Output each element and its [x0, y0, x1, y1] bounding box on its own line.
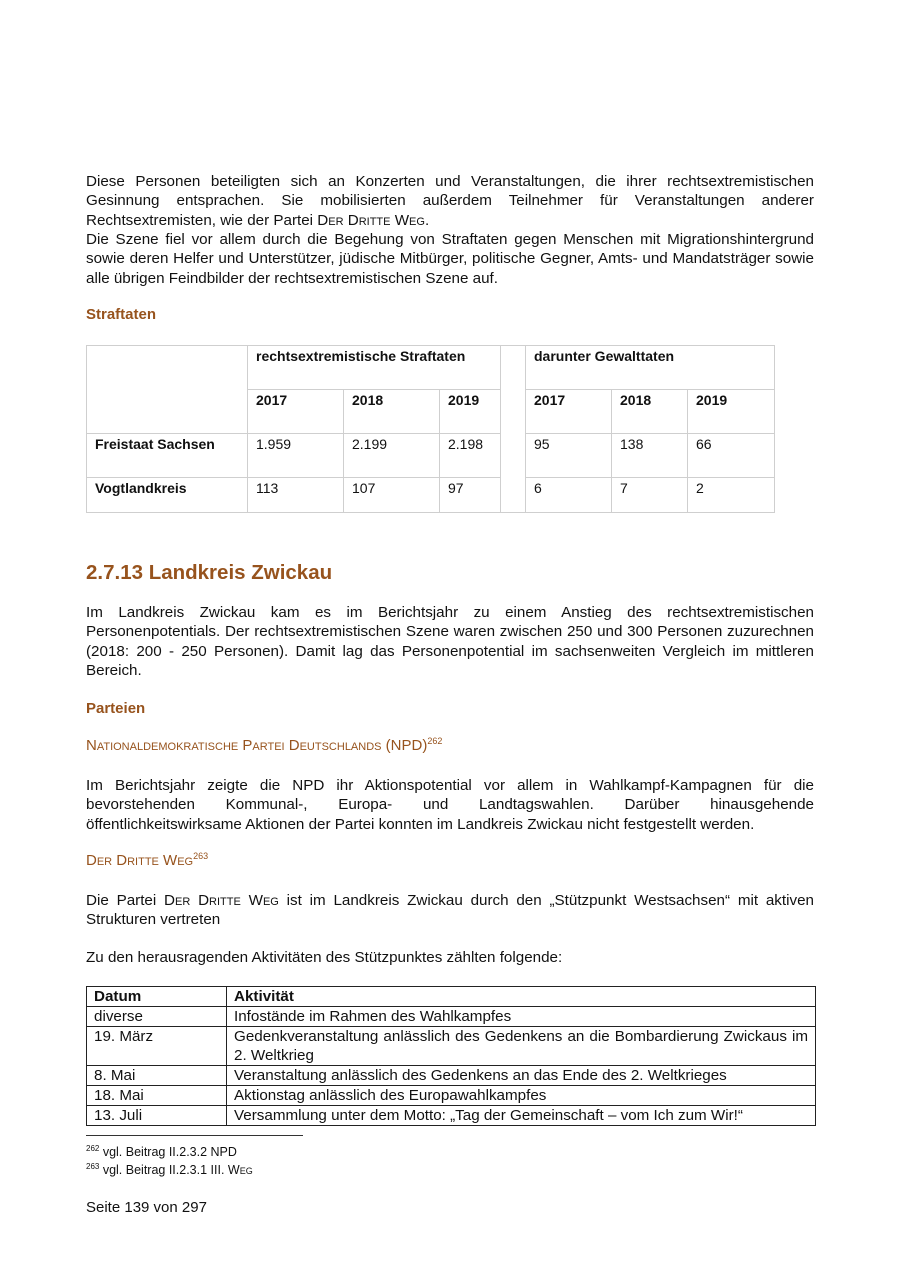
table-cell: 2.199	[344, 434, 440, 478]
section-paragraph: Im Landkreis Zwickau kam es im Berichtsjahr zu einem Anstieg des rechtsextremistischen Personenpotentials. Der rechtsextremistischen Szene waren zwischen 250 und 300 Personen zuzurechnen (2018: 200 - 250 Personen). Damit lag das Personenpotential im sachsenweiten Vergleich im mittleren Bereich.	[86, 604, 814, 680]
year-header: 2018	[612, 390, 688, 434]
parteien-heading: Parteien	[86, 700, 146, 717]
year-header: 2017	[248, 390, 344, 434]
table-cell: 1.959	[248, 434, 344, 478]
table-cell: 95	[526, 434, 612, 478]
date-cell: 19. März	[87, 1027, 227, 1066]
table-cell: 2.198	[440, 434, 501, 478]
activity-cell: Infostände im Rahmen des Wahlkampfes	[227, 1007, 816, 1027]
row-label: Freistaat Sachsen	[87, 434, 248, 478]
table-row	[87, 1027, 816, 1066]
activity-cell: Veranstaltung anlässlich des Gedenkens an das Ende des 2. Weltkrieges	[227, 1066, 816, 1086]
party-name-ddw: Der Dritte Weg	[317, 211, 425, 229]
year-header: 2019	[440, 390, 501, 434]
footnote-ref: 262	[427, 736, 443, 746]
year-header: 2017	[526, 390, 612, 434]
activities-intro: Zu den herausragenden Aktivitäten des Stützpunktes zählten folgende:	[86, 949, 563, 966]
ddw-paragraph: Die Partei Der Dritte Weg ist im Landkreis Zwickau durch den „Stützpunkt Westsachsen“ mit aktiven Strukturen vertreten	[86, 892, 814, 929]
intro-paragraph-2: Die Szene fiel vor allem durch die Begehung von Straftaten gegen Menschen mit Migrationshintergrund sowie deren Helfer und Unterstützer, jüdische Mitbürger, politische Gegner, Amts- und Mandatsträger sowie alle übrigen Feindbilder der rechtsextremistischen Szene auf.	[86, 231, 814, 287]
date-cell: 13. Juli	[87, 1106, 227, 1126]
table-cell: 6	[526, 478, 612, 513]
column-header-activity: Aktivität	[227, 987, 816, 1007]
table-cell: 97	[440, 478, 501, 513]
table-row	[87, 434, 775, 478]
year-header: 2018	[344, 390, 440, 434]
footnote-separator	[86, 1135, 303, 1136]
table-cell: 107	[344, 478, 440, 513]
group-header-straftaten: rechtsextremistische Straftaten	[248, 346, 501, 390]
npd-heading: Nationaldemokratische Partei Deutschlands (NPD)$^{262}$	[86, 736, 443, 754]
date-cell: 18. Mai	[87, 1086, 227, 1106]
page-number: Seite 139 von 297	[86, 1199, 207, 1216]
activity-cell: Aktionstag anlässlich des Europawahlkampfes	[227, 1086, 816, 1106]
table-row	[87, 1066, 816, 1086]
table-cell: 7	[612, 478, 688, 513]
table-row	[87, 1086, 816, 1106]
ddw-heading: Der Dritte Weg$^{263}$	[86, 851, 209, 869]
year-header: 2019	[688, 390, 775, 434]
table-cell: 66	[688, 434, 775, 478]
column-header-date: Datum	[87, 987, 227, 1007]
date-cell: 8. Mai	[87, 1066, 227, 1086]
npd-paragraph: Im Berichtsjahr zeigte die NPD ihr Aktionspotential vor allem in Wahlkampf-Kampagnen für die bevorstehenden Kommunal-, Europa- und Landtagswahlen. Darüber hinausgehende öffentlichkeitswirksame Aktionen der Partei konnten im Landkreis Zwickau nicht festgestellt werden.	[86, 777, 814, 833]
section-title: 2.7.13 Landkreis Zwickau	[86, 561, 333, 584]
row-label: Vogtlandkreis	[87, 478, 248, 513]
table-gap-column	[501, 346, 526, 513]
table-row	[87, 478, 775, 513]
activity-cell: Versammlung unter dem Motto: „Tag der Gemeinschaft – vom Ich zum Wir!“	[227, 1106, 816, 1126]
straftaten-heading: Straftaten	[86, 306, 157, 323]
date-cell: diverse	[87, 1007, 227, 1027]
intro-paragraph-1: Diese Personen beteiligten sich an Konzerten und Veranstaltungen, die ihrer rechtsextremistischen Gesinnung entsprachen. Sie mobilisierten außerdem Teilnehmer für Veranstaltungen anderer Rechtsextremisten, wie der Partei Der Dritte Weg.	[86, 173, 814, 229]
group-header-gewalttaten: darunter Gewalttaten	[526, 346, 775, 390]
table-corner-cell	[87, 346, 248, 434]
table-cell: 138	[612, 434, 688, 478]
party-name-ddw: Der Dritte Weg	[164, 892, 279, 909]
footnote-263: $^{263}$ vgl. Beitrag II.2.3.1 III. Weg	[86, 1161, 253, 1177]
activity-cell: Gedenkveranstaltung anlässlich des Gedenkens an die Bombardierung Zwickaus im 2. Weltkrieg	[227, 1027, 816, 1066]
footnote-ref: 263	[193, 851, 209, 861]
table-cell: 2	[688, 478, 775, 513]
straftaten-table	[86, 345, 775, 513]
table-cell: 113	[248, 478, 344, 513]
table-row	[87, 1007, 816, 1027]
footnote-262: $^{262}$ vgl. Beitrag II.2.3.2 NPD	[86, 1143, 237, 1159]
table-row	[87, 1106, 816, 1126]
activities-table	[86, 986, 816, 1126]
